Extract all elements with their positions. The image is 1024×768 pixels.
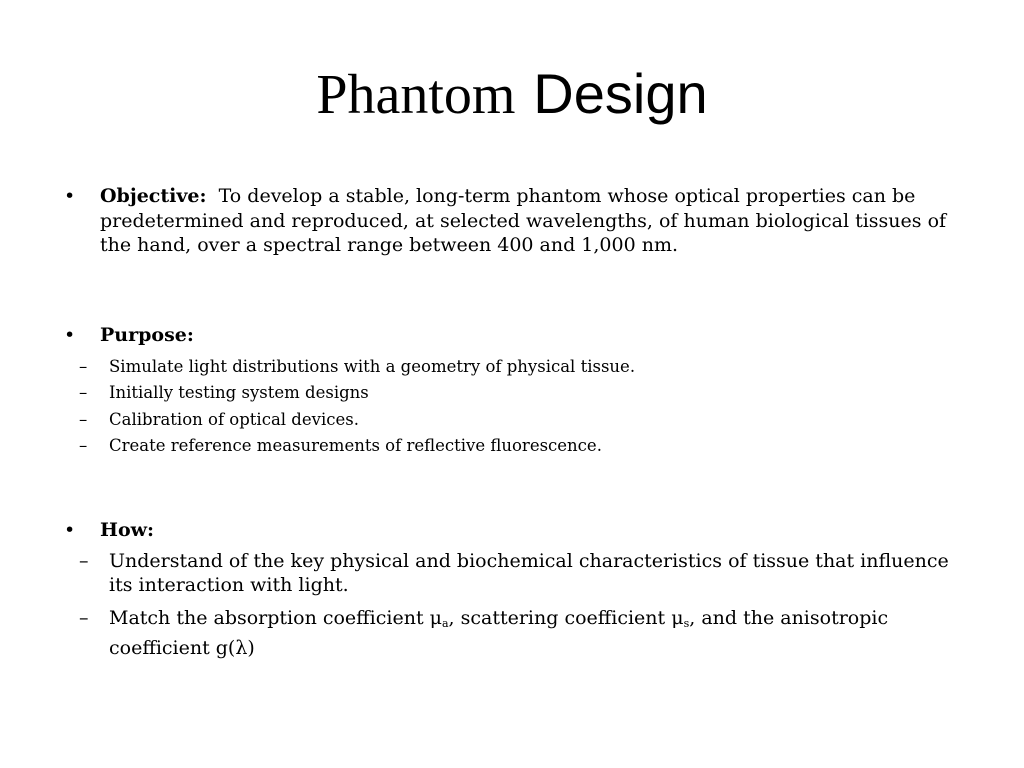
purpose-item (28, 354, 964, 381)
slide-title (0, 58, 1024, 131)
how-item2-post: , and the anisotropic coefficient g(λ) (109, 606, 889, 659)
how-item-text: Understand of the key physical and biochemical characteristics of tissue that influence its interaction with light. (109, 549, 949, 596)
dash-marker: – (79, 356, 88, 376)
dash-marker: – (79, 436, 88, 455)
purpose-item-text: Simulate light distributions with a geometry of physical tissue. (109, 356, 636, 376)
purpose-list (28, 354, 964, 460)
how-list (28, 549, 964, 663)
purpose-label: Purpose: (100, 324, 194, 346)
how-bullet (64, 518, 964, 543)
how-item (28, 603, 964, 663)
how-label: How: (100, 519, 154, 541)
objective-text: To develop a stable, long-term phantom whose optical properties can be predetermined and reproduced, at selected wavelengths, of human biological tissues of the hand, over a spectral range between 400 and 1,000 nm. (100, 185, 947, 256)
dash-marker: – (79, 383, 88, 402)
bullet-marker: • (64, 519, 76, 541)
dash-marker: – (79, 409, 88, 429)
how-item2-pre: Match the absorption coefficient μ (109, 606, 442, 629)
dash-marker: – (79, 606, 89, 629)
how-section (64, 518, 964, 669)
purpose-item (28, 407, 964, 434)
objective-section (64, 184, 964, 258)
title-part-design: Design (533, 62, 708, 125)
purpose-item-text: Create reference measurements of reflective fluorescence. (109, 436, 602, 455)
bullet-marker: • (64, 185, 76, 207)
title-part-phantom: Phantom (316, 64, 516, 126)
how-item2-mid: , scattering coefficient μ (448, 606, 684, 629)
purpose-item (28, 433, 964, 460)
purpose-item-text: Initially testing system designs (109, 383, 369, 402)
how-item (28, 549, 964, 597)
objective-bullet (64, 184, 964, 258)
subscript-a: a (441, 616, 449, 630)
objective-label: Objective: (100, 185, 207, 207)
purpose-item-text: Calibration of optical devices. (109, 409, 359, 429)
dash-marker: – (79, 549, 89, 572)
purpose-bullet (64, 323, 964, 348)
subscript-s: s (683, 616, 690, 630)
purpose-item (28, 380, 964, 407)
purpose-section (64, 323, 964, 460)
bullet-marker: • (64, 324, 76, 346)
